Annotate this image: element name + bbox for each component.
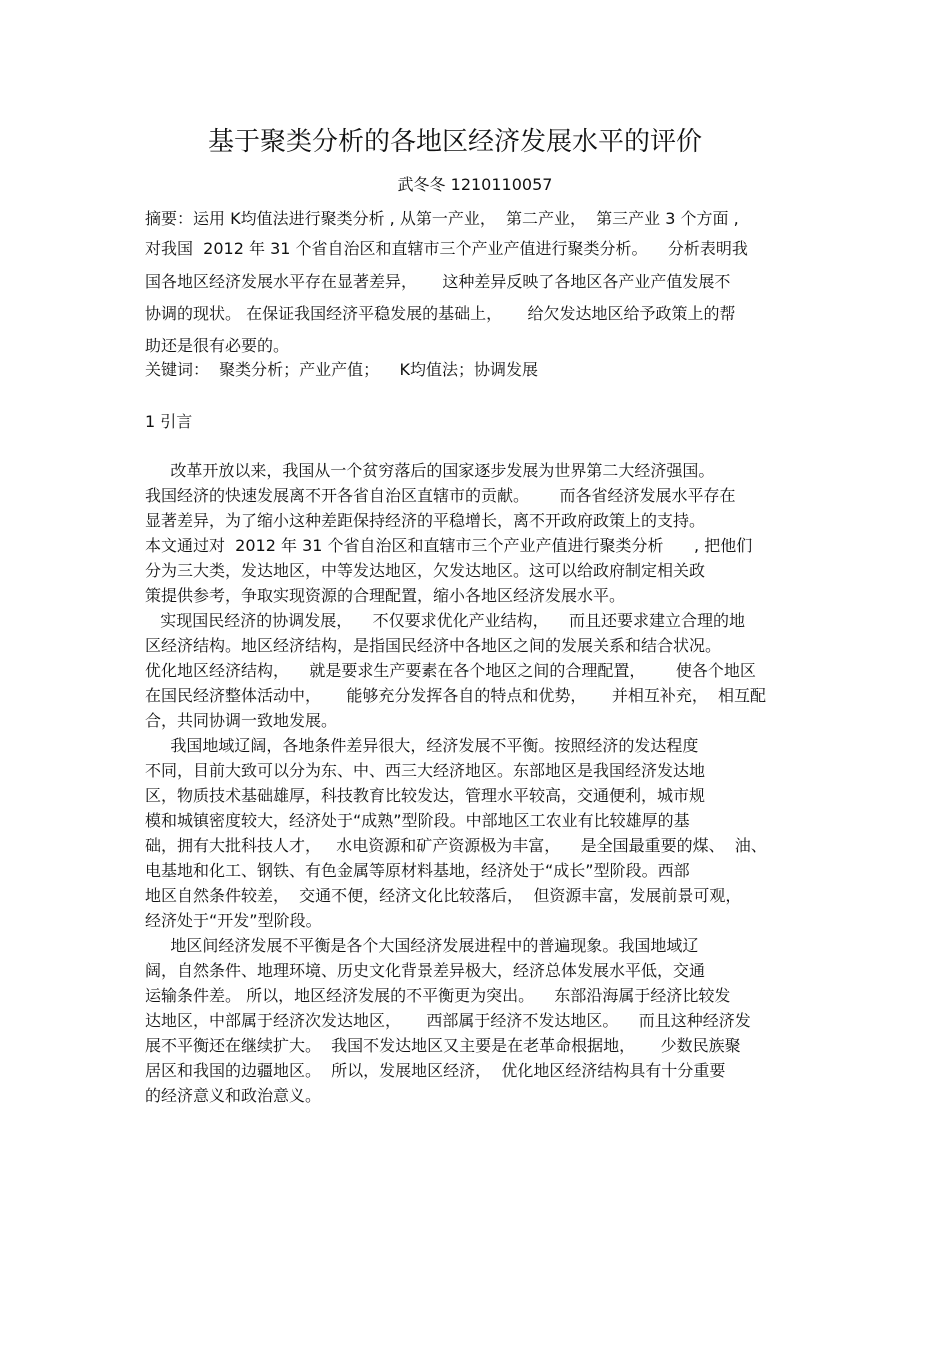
- body-line: 达地区，中部属于经济次发达地区， 西部属于经济不发达地区。 而且这种经济发: [145, 1011, 751, 1030]
- body-line: 改革开放以来，我国从一个贫穷落后的国家逐步发展为世界第二大经济强国。: [145, 461, 715, 480]
- body-line: 展不平衡还在继续扩大。 我国不发达地区又主要是在老革命根据地， 少数民族聚: [145, 1036, 741, 1055]
- body-line: 阔，自然条件、地理环境、历史文化背景差异极大，经济总体发展水平低，交通: [145, 961, 706, 980]
- abstract-line: 助还是很有必要的。: [145, 336, 290, 355]
- body-line: 础，拥有大批科技人才， 水电资源和矿产资源极为丰富， 是全国最重要的煤、 油、: [145, 836, 767, 855]
- body-line: 地区间经济发展不平衡是各个大国经济发展进程中的普遍现象。我国地域辽: [145, 936, 699, 955]
- abstract-line: 对我国 2012 年 31 个省自治区和直辖市三个产业产值进行聚类分析。 分析表明我: [145, 239, 748, 258]
- author-line: 武冬冬 1210110057: [397, 175, 553, 194]
- abstract-line: 协调的现状。 在保证我国经济平稳发展的基础上， 给欠发达地区给予政策上的帮: [145, 304, 736, 323]
- section-heading: 1 引言: [145, 412, 193, 431]
- body-line: 电基地和化工、钢铁、有色金属等原材料基地，经济处于“成长”型阶段。西部: [145, 861, 690, 880]
- body-line: 在国民经济整体活动中， 能够充分发挥各自的特点和优势， 并相互补充， 相互配: [145, 686, 767, 705]
- body-line: 居区和我国的边疆地区。 所以，发展地区经济， 优化地区经济结构具有十分重要: [145, 1061, 726, 1080]
- body-line: 策提供参考，争取实现资源的合理配置，缩小各地区经济发展水平。: [145, 586, 626, 605]
- body-line: 的经济意义和政治意义。: [145, 1086, 322, 1105]
- body-line: 合，共同协调一致地发展。: [145, 711, 338, 730]
- body-line: 区，物质技术基础雄厚，科技教育比较发达，管理水平较高，交通便利，城市规: [145, 786, 706, 805]
- body-line: 地区自然条件较差， 交通不便，经济文化比较落后， 但资源丰富，发展前景可观，: [145, 886, 742, 905]
- body-line: 我国地域辽阔，各地条件差异很大，经济发展不平衡。按照经济的发达程度: [145, 736, 699, 755]
- body-line: 区经济结构。地区经济结构，是指国民经济中各地区之间的发展关系和结合状况。: [145, 636, 722, 655]
- body-line: 我国经济的快速发展离不开各省自治区直辖市的贡献。 而各省经济发展水平存在: [145, 486, 736, 505]
- body-line: 经济处于“开发”型阶段。: [145, 911, 322, 930]
- body-line: 实现国民经济的协调发展， 不仅要求优化产业结构， 而且还要求建立合理的地: [145, 611, 745, 630]
- body-line: 模和城镇密度较大，经济处于“成熟”型阶段。中部地区工农业有比较雄厚的基: [145, 811, 690, 830]
- abstract-line: 摘要：运用 K均值法进行聚类分析 , 从第一产业， 第二产业， 第三产业 3 个方面 ,: [145, 209, 739, 228]
- paper-title: 基于聚类分析的各地区经济发展水平的评价: [207, 127, 702, 157]
- body-line: 优化地区经济结构， 就是要求生产要素在各个地区之间的合理配置， 使各个地区: [145, 661, 756, 680]
- body-line: 不同，目前大致可以分为东、中、西三大经济地区。东部地区是我国经济发达地: [145, 761, 706, 780]
- body-line: 分为三大类，发达地区，中等发达地区，欠发达地区。这可以给政府制定相关政: [145, 561, 706, 580]
- body-line: 本文通过对 2012 年 31 个省自治区和直辖市三个产业产值进行聚类分析 , 把他们: [145, 536, 753, 555]
- abstract-line: 国各地区经济发展水平存在显著差异， 这种差异反映了各地区各产业产值发展不: [145, 272, 731, 291]
- body-line: 运输条件差。 所以，地区经济发展的不平衡更为突出。 东部沿海属于经济比较发: [145, 986, 731, 1005]
- body-line: 显著差异，为了缩小这种差距保持经济的平稳增长，离不开政府政策上的支持。: [145, 511, 706, 530]
- keywords-line: 关键词： 聚类分析；产业产值； K均值法；协调发展: [145, 360, 539, 379]
